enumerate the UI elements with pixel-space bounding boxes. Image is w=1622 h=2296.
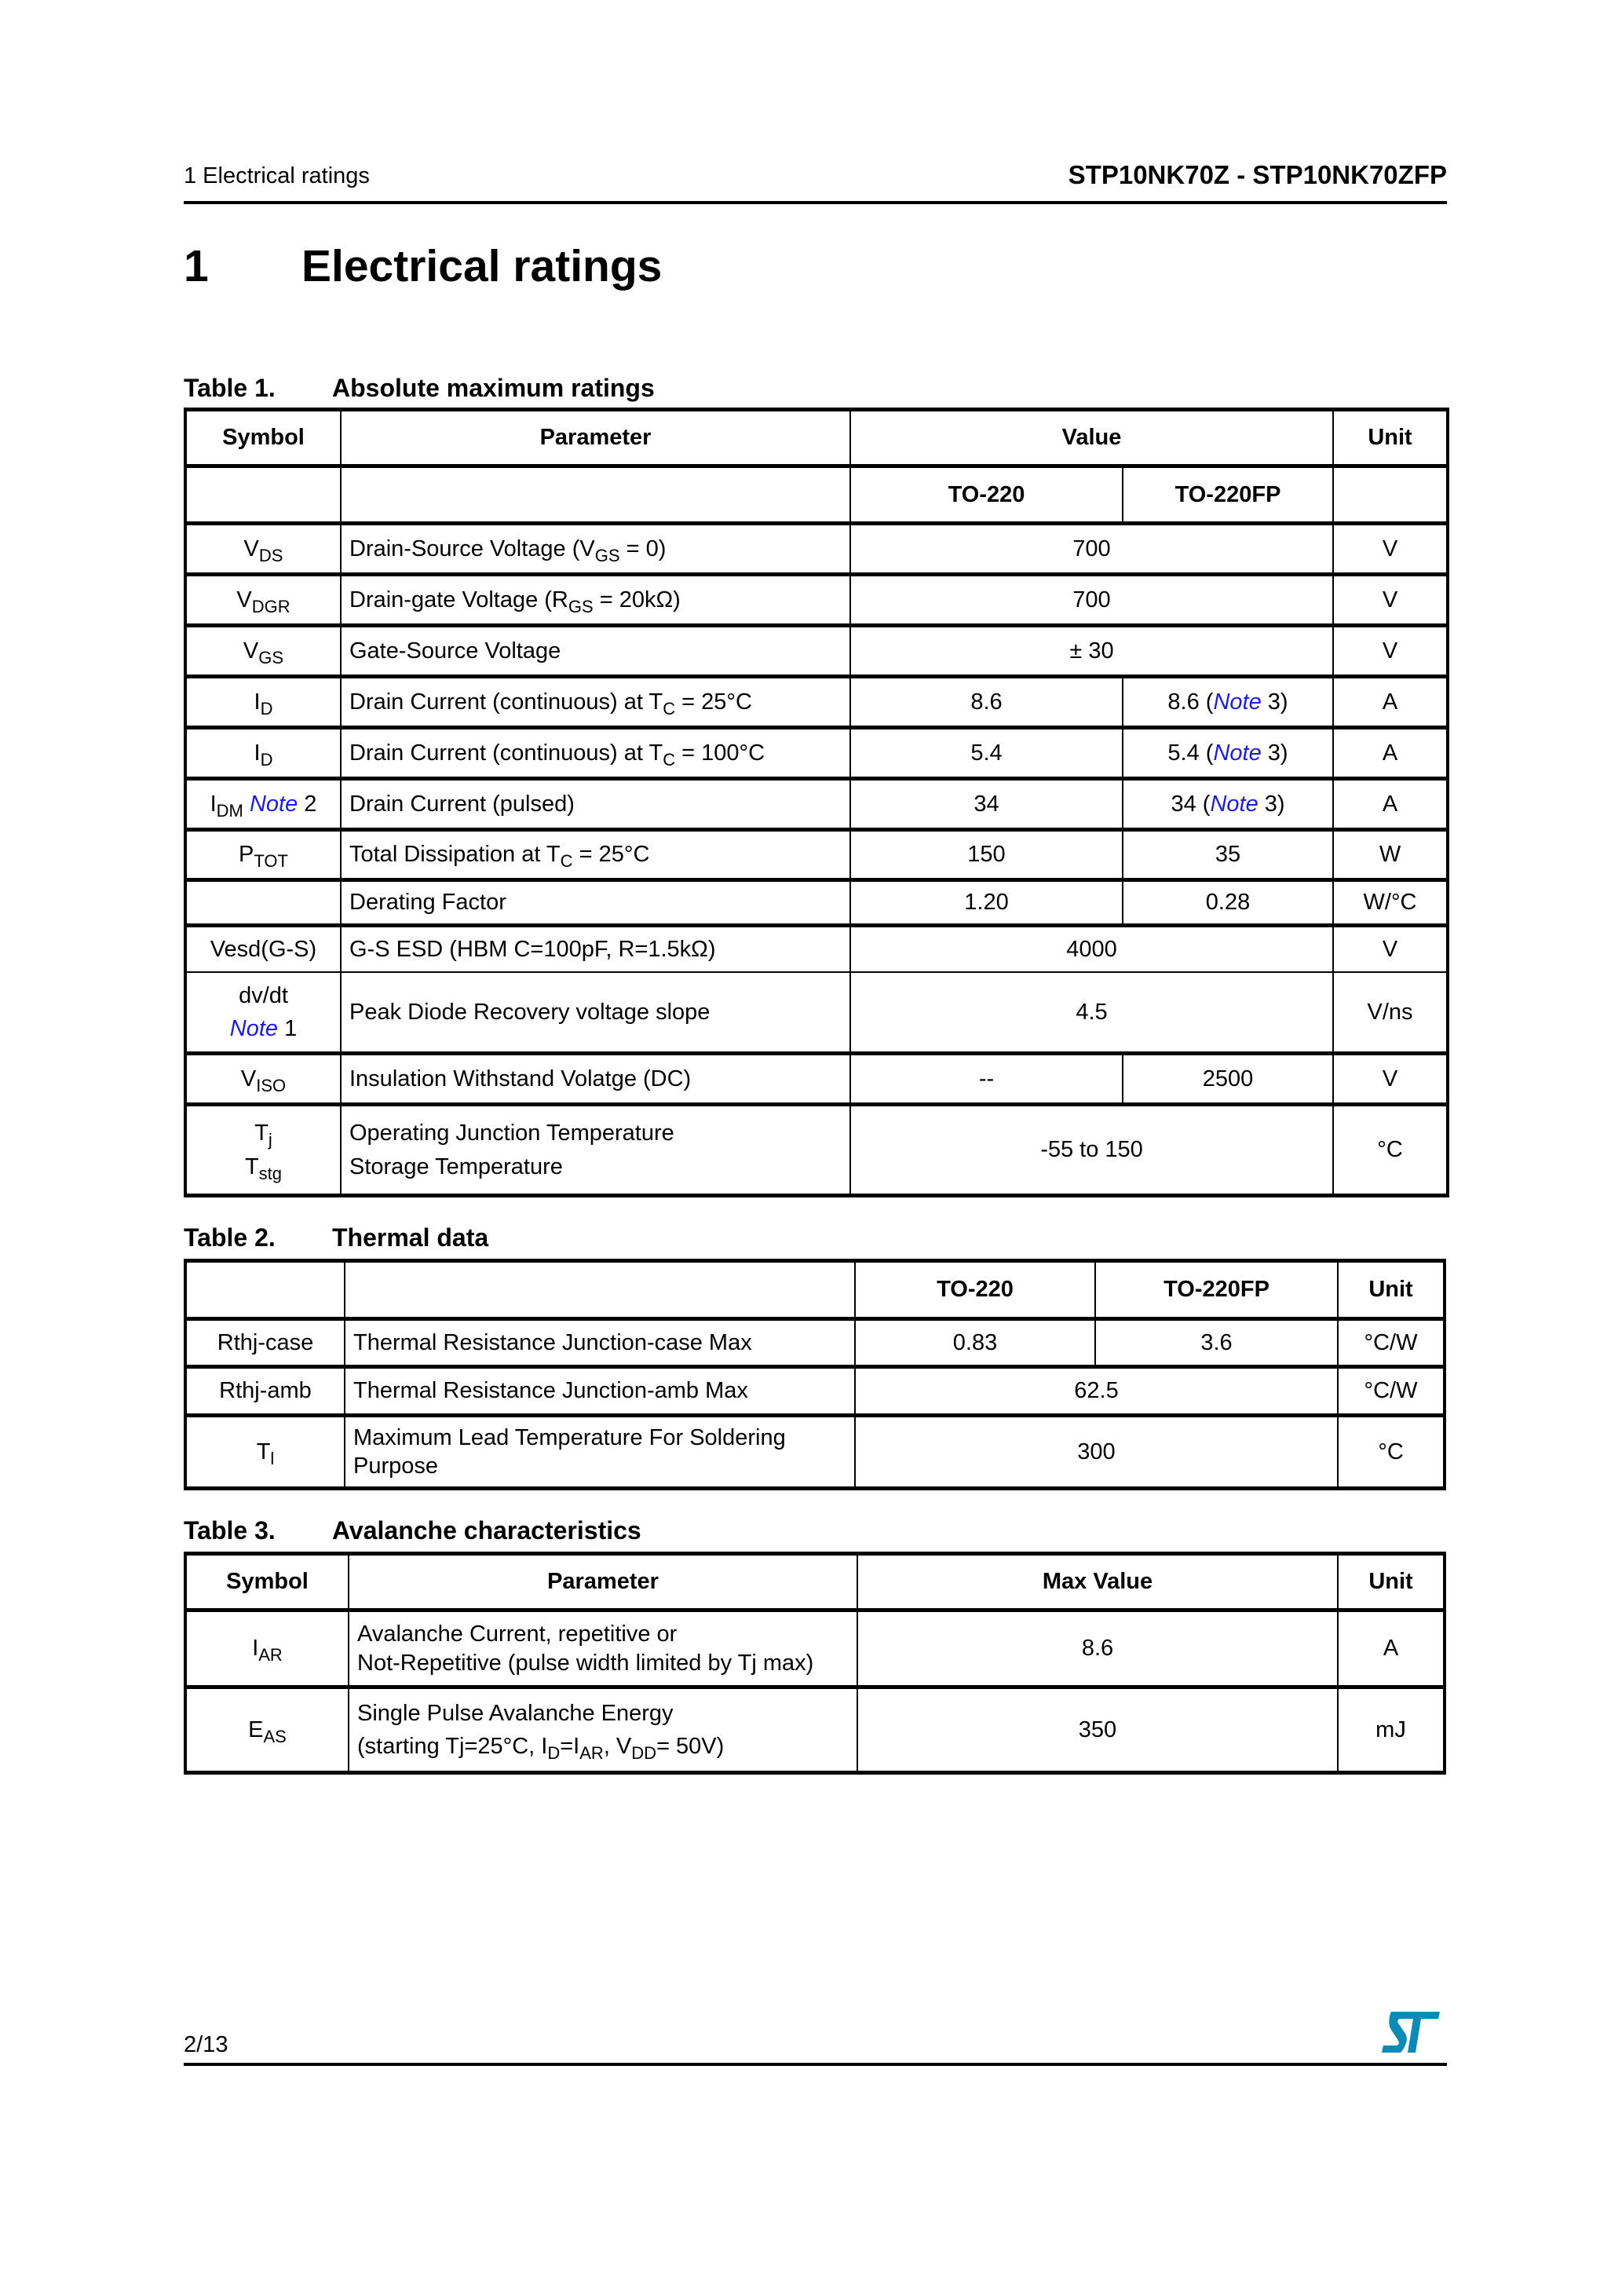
st-logo-icon — [1382, 2012, 1440, 2053]
unit-cell: V — [1333, 626, 1448, 677]
value-to220fp-cell — [1123, 728, 1333, 779]
value-text: 5.4 ( — [1167, 740, 1214, 766]
parameter-cell: Maximum Lead Temperature For Soldering Purpose — [345, 1416, 855, 1489]
table1-header-row — [185, 410, 1448, 466]
parameter-text-tail: = 25°C — [572, 842, 650, 868]
table-row — [185, 1416, 1445, 1489]
value-to220-cell: 1.20 — [850, 880, 1123, 926]
running-header-part-numbers: STP10NK70Z - STP10NK70ZFP — [1068, 160, 1447, 189]
table-row — [185, 728, 1448, 779]
symbol-subscript: DM — [216, 800, 243, 821]
table3-caption — [184, 1516, 812, 1548]
col-header-to220fp: TO-220FP — [1095, 1261, 1338, 1319]
table-row — [185, 1687, 1445, 1773]
parameter-text: =I — [560, 1734, 580, 1759]
col-header-symbol: Symbol — [185, 1554, 349, 1610]
parameter-subscript: GS — [568, 596, 594, 616]
parameter-text-tail: = 20kΩ) — [593, 587, 681, 612]
symbol-text: E — [248, 1717, 264, 1742]
symbol-subscript: D — [260, 749, 273, 770]
symbol-subscript: j — [268, 1130, 272, 1150]
parameter-text: Avalanche Current, repetitive or — [357, 1621, 678, 1647]
table1-subheader-row — [185, 466, 1448, 524]
table-row — [185, 830, 1448, 880]
symbol-text: T — [254, 1121, 269, 1146]
value-to220-cell: 34 — [850, 779, 1123, 830]
table-row — [185, 1610, 1445, 1687]
table1-caption-title: Absolute maximum ratings — [332, 374, 655, 402]
col-header-symbol: Symbol — [185, 410, 341, 466]
symbol-text: I — [210, 791, 217, 817]
empty-cell — [345, 1261, 855, 1319]
table-row — [185, 626, 1448, 677]
value-text: 8.6 ( — [1167, 689, 1214, 715]
symbol-cell — [185, 1416, 345, 1489]
symbol-cell — [185, 524, 341, 575]
chapter-number: 1 — [184, 241, 209, 291]
running-header-section: 1 Electrical ratings — [184, 163, 370, 188]
note-number: 1 — [278, 1015, 298, 1041]
note-number: 3) — [1261, 689, 1288, 715]
symbol-text: I — [254, 740, 261, 766]
unit-cell: A — [1338, 1610, 1445, 1687]
symbol-text: I — [254, 689, 261, 715]
symbol-text: P — [239, 842, 254, 868]
symbol-text: V — [240, 1066, 257, 1091]
symbol-text: T — [244, 1153, 259, 1179]
symbol-subscript: ISO — [256, 1075, 287, 1095]
parameter-cell — [341, 677, 850, 728]
parameter-text: = 50V) — [656, 1734, 725, 1759]
symbol-text: dv/dt — [239, 982, 288, 1008]
parameter-text: Operating Junction Temperature — [349, 1121, 674, 1146]
table-row — [185, 779, 1448, 830]
symbol-cell — [185, 626, 341, 677]
parameter-subscript: C — [663, 698, 676, 718]
unit-cell: °C/W — [1338, 1319, 1445, 1367]
unit-cell: °C/W — [1338, 1367, 1445, 1416]
value-to220fp-cell: 2500 — [1123, 1054, 1333, 1105]
symbol-cell — [185, 1054, 341, 1105]
symbol-subscript: GS — [258, 647, 284, 667]
table-absolute-maximum-ratings — [184, 408, 1449, 1197]
value-cell: 4.5 — [850, 972, 1333, 1054]
parameter-text: Drain-Source Voltage (V — [349, 536, 595, 561]
value-to220fp-cell: 3.6 — [1095, 1319, 1338, 1367]
unit-cell: V — [1333, 1054, 1448, 1105]
value-cell: 300 — [855, 1416, 1338, 1489]
note-number: 3) — [1261, 740, 1288, 766]
parameter-cell: Thermal Resistance Junction-case Max — [345, 1319, 855, 1367]
parameter-text: , V — [603, 1734, 632, 1759]
value-cell: ± 30 — [850, 626, 1333, 677]
unit-cell: A — [1333, 779, 1448, 830]
symbol-cell — [185, 1687, 349, 1773]
symbol-text: I — [252, 1636, 259, 1662]
value-to220fp-cell: 35 — [1123, 830, 1333, 880]
unit-cell: A — [1333, 677, 1448, 728]
symbol-cell: Rthj-amb — [185, 1367, 345, 1416]
parameter-cell — [341, 524, 850, 575]
table-row — [185, 1319, 1445, 1367]
note-link[interactable]: Note — [1213, 689, 1262, 715]
header-rule — [184, 201, 1447, 204]
empty-cell — [185, 466, 341, 524]
unit-cell: °C — [1333, 1105, 1448, 1196]
parameter-cell — [349, 1610, 857, 1687]
parameter-subscript: GS — [594, 545, 620, 565]
note-number: 3) — [1258, 791, 1285, 817]
parameter-text: Drain-gate Voltage (R — [349, 587, 568, 612]
col-header-max-value: Max Value — [857, 1554, 1338, 1610]
parameter-cell: Drain Current (pulsed) — [341, 779, 850, 830]
table-row — [185, 1367, 1445, 1416]
value-cell: 700 — [850, 524, 1333, 575]
value-text: 34 ( — [1171, 791, 1211, 817]
table-row — [185, 1054, 1448, 1105]
parameter-text: Storage Temperature — [349, 1153, 563, 1179]
value-to220fp-cell — [1123, 677, 1333, 728]
col-header-to220fp: TO-220FP — [1123, 466, 1333, 524]
unit-cell: V — [1333, 926, 1448, 972]
parameter-cell — [341, 575, 850, 626]
parameter-cell: Insulation Withstand Volatge (DC) — [341, 1054, 850, 1105]
unit-cell: V — [1333, 524, 1448, 575]
table-row — [185, 926, 1448, 972]
symbol-subscript: l — [270, 1448, 275, 1468]
unit-cell: V — [1333, 575, 1448, 626]
symbol-cell — [185, 830, 341, 880]
parameter-text-tail: = 100°C — [675, 740, 765, 766]
parameter-text-tail: = 25°C — [675, 689, 752, 715]
unit-cell: W/°C — [1333, 880, 1448, 926]
chapter-title: Electrical ratings — [301, 241, 663, 291]
symbol-text: V — [243, 638, 259, 664]
value-cell: 700 — [850, 575, 1333, 626]
table-row — [185, 575, 1448, 626]
symbol-cell — [185, 1105, 341, 1196]
value-cell: 62.5 — [855, 1367, 1338, 1416]
symbol-cell — [185, 575, 341, 626]
symbol-subscript: DGR — [251, 596, 290, 616]
symbol-subscript: D — [260, 698, 273, 718]
value-to220-cell: 5.4 — [850, 728, 1123, 779]
note-link[interactable]: Note — [1210, 791, 1259, 817]
parameter-cell — [341, 728, 850, 779]
page-number: 2/13 — [184, 2032, 228, 2057]
note-link[interactable]: Note — [249, 791, 298, 817]
symbol-subscript: AS — [263, 1726, 287, 1746]
symbol-subscript: DS — [258, 545, 283, 565]
empty-cell — [185, 1261, 345, 1319]
symbol-subscript: stg — [258, 1163, 283, 1183]
value-cell: 8.6 — [857, 1610, 1338, 1687]
table-row — [185, 1105, 1448, 1196]
col-header-value: Value — [850, 410, 1333, 466]
parameter-text: (starting Tj=25°C, I — [357, 1734, 548, 1759]
parameter-text: Total Dissipation at T — [349, 842, 561, 868]
parameter-cell: Thermal Resistance Junction-amb Max — [345, 1367, 855, 1416]
parameter-subscript: AR — [579, 1743, 604, 1763]
col-header-unit: Unit — [1338, 1554, 1445, 1610]
col-header-parameter: Parameter — [349, 1554, 857, 1610]
parameter-cell: G-S ESD (HBM C=100pF, R=1.5kΩ) — [341, 926, 850, 972]
note-link[interactable]: Note — [1213, 740, 1262, 766]
parameter-subscript: C — [560, 851, 573, 872]
symbol-cell — [185, 1610, 349, 1687]
table-row — [185, 880, 1448, 926]
parameter-cell — [341, 1105, 850, 1196]
unit-cell: A — [1333, 728, 1448, 779]
parameter-text: Drain Current (continuous) at T — [349, 740, 663, 766]
parameter-subscript: C — [663, 749, 676, 770]
symbol-text: V — [236, 587, 252, 612]
symbol-cell — [185, 880, 341, 926]
parameter-text: Single Pulse Avalanche Energy — [357, 1700, 674, 1726]
table2-caption — [184, 1223, 812, 1255]
value-to220fp-cell — [1123, 779, 1333, 830]
unit-cell: °C — [1338, 1416, 1445, 1489]
parameter-text: Not-Repetitive (pulse width limited by Tj max) — [357, 1650, 814, 1676]
parameter-subscript: D — [547, 1743, 561, 1763]
table2-caption-number: Table 2. — [184, 1223, 276, 1252]
table1-caption — [184, 374, 812, 405]
symbol-subscript: AR — [258, 1645, 283, 1665]
table3-caption-title: Avalanche characteristics — [332, 1516, 641, 1545]
table3-caption-number: Table 3. — [184, 1516, 276, 1545]
parameter-text-tail: = 0) — [619, 536, 667, 561]
symbol-text: T — [256, 1439, 271, 1464]
col-header-to220: TO-220 — [850, 466, 1123, 524]
value-cell: -55 to 150 — [850, 1105, 1333, 1196]
unit-cell: V/ns — [1333, 972, 1448, 1054]
parameter-cell — [349, 1687, 857, 1773]
symbol-cell — [185, 728, 341, 779]
unit-cell: mJ — [1338, 1687, 1445, 1773]
value-to220-cell: 0.83 — [855, 1319, 1095, 1367]
table2-header-row — [185, 1261, 1445, 1319]
value-to220-cell: 150 — [850, 830, 1123, 880]
table-row — [185, 677, 1448, 728]
table1-caption-number: Table 1. — [184, 374, 276, 402]
empty-cell — [1333, 466, 1448, 524]
empty-cell — [341, 466, 850, 524]
parameter-cell: Peak Diode Recovery voltage slope — [341, 972, 850, 1054]
value-to220-cell: 8.6 — [850, 677, 1123, 728]
parameter-cell — [341, 830, 850, 880]
table3-header-row — [185, 1554, 1445, 1610]
parameter-cell: Gate-Source Voltage — [341, 626, 850, 677]
symbol-cell: Vesd(G-S) — [185, 926, 341, 972]
value-to220fp-cell: 0.28 — [1123, 880, 1333, 926]
symbol-text: V — [243, 536, 259, 561]
value-to220-cell: -- — [850, 1054, 1123, 1105]
table-row — [185, 972, 1448, 1054]
note-link[interactable]: Note — [229, 1015, 279, 1041]
parameter-text: Drain Current (continuous) at T — [349, 689, 663, 715]
symbol-subscript: TOT — [254, 851, 288, 872]
parameter-cell: Derating Factor — [341, 880, 850, 926]
table-avalanche-characteristics — [184, 1552, 1446, 1775]
table2-caption-title: Thermal data — [332, 1223, 489, 1252]
parameter-subscript: DD — [631, 1743, 657, 1763]
col-header-parameter: Parameter — [341, 410, 850, 466]
col-header-unit: Unit — [1338, 1261, 1445, 1319]
value-cell: 350 — [857, 1687, 1338, 1773]
footer-rule — [184, 2063, 1447, 2066]
unit-cell: W — [1333, 830, 1448, 880]
symbol-cell — [185, 972, 341, 1054]
table-row — [185, 524, 1448, 575]
symbol-cell: Rthj-case — [185, 1319, 345, 1367]
table-thermal-data — [184, 1259, 1446, 1490]
symbol-cell — [185, 677, 341, 728]
col-header-unit: Unit — [1333, 410, 1448, 466]
note-number: 2 — [298, 791, 317, 817]
col-header-to220: TO-220 — [855, 1261, 1095, 1319]
value-cell: 4000 — [850, 926, 1333, 972]
symbol-cell — [185, 779, 341, 830]
